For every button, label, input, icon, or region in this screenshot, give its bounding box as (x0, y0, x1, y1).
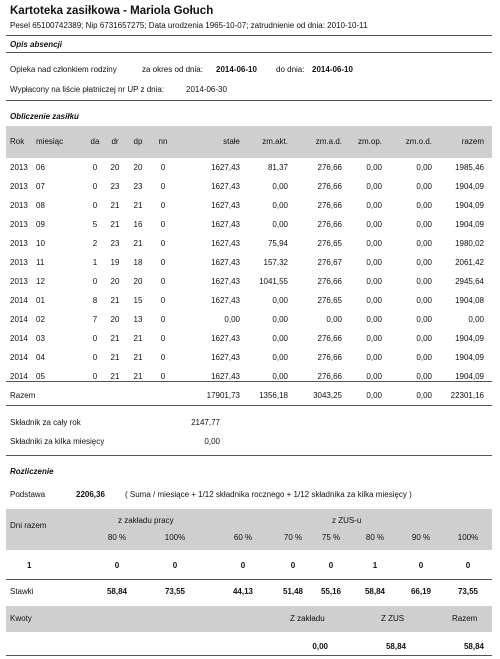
cell-dr: 21 (110, 334, 120, 343)
percent-header: 60 % (233, 533, 253, 542)
days-value: 0 (290, 561, 296, 570)
cell-nn: 0 (160, 163, 166, 172)
settlement-header-band (6, 509, 492, 550)
cell-stale: 1627,43 (211, 296, 240, 305)
column-header-rok: Rok (10, 137, 25, 146)
cell-dr: 23 (110, 239, 120, 248)
cell-dp: 23 (133, 182, 143, 191)
cell-da: 0 (92, 182, 98, 191)
cell-razem: 2945,64 (455, 277, 484, 286)
multi-month-component-label: Składniki za kilka miesięcy (10, 437, 105, 446)
annual-component-label: Składnik za cały rok (10, 418, 81, 427)
cell-dr: 20 (110, 277, 120, 286)
cell-nn: 0 (160, 372, 166, 381)
cell-zm-akt: 0,00 (272, 353, 288, 362)
cell-dr: 21 (110, 201, 120, 210)
cell-zm-akt: 0,00 (272, 315, 288, 324)
cell-miesiac: 02 (36, 315, 45, 324)
absence-type: Opieka nad członkiem rodziny (10, 65, 117, 74)
percent-header: 100% (164, 533, 186, 542)
cell-rok: 2013 (10, 258, 28, 267)
cell-rok: 2013 (10, 201, 28, 210)
cell-da: 2 (92, 239, 98, 248)
column-header-nn: nn (158, 137, 168, 146)
cell-miesiac: 07 (36, 182, 45, 191)
cell-zm-akt: 0,00 (272, 334, 288, 343)
cell-zm-akt: 0,00 (272, 220, 288, 229)
amount-total: 58,84 (463, 642, 484, 651)
absence-to-label: do dnia: (276, 65, 305, 74)
cell-zm-op: 0,00 (366, 239, 382, 248)
cell-rok: 2013 (10, 239, 28, 248)
cell-rok: 2013 (10, 220, 28, 229)
days-total-value: 1 (27, 561, 32, 570)
cell-razem: 1985,46 (455, 163, 484, 172)
absence-to-value: 2014-06-10 (312, 65, 353, 74)
cell-nn: 0 (160, 353, 166, 362)
cell-zm-op: 0,00 (366, 277, 382, 286)
cell-razem: 1904,09 (455, 334, 484, 343)
days-value: 0 (240, 561, 246, 570)
cell-zm-ad: 276,66 (317, 277, 342, 286)
cell-miesiac: 04 (36, 353, 45, 362)
cell-stale: 1627,43 (211, 353, 240, 362)
cell-zm-ad: 276,66 (317, 163, 342, 172)
cell-dr: 20 (110, 163, 120, 172)
amount-employer: 0,00 (312, 642, 328, 651)
cell-zm-op: 0,00 (366, 220, 382, 229)
cell-dr: 21 (110, 372, 120, 381)
rate-value: 73,55 (457, 587, 479, 596)
amount-zus: 58,84 (385, 642, 406, 651)
cell-da: 1 (92, 258, 98, 267)
page-title: Kartoteka zasiłkowa - Mariola Gołuch (10, 5, 214, 17)
days-value: 0 (418, 561, 424, 570)
zus-group-label: z ZUS-u (332, 516, 362, 525)
total-zm-ad: 3043,25 (313, 391, 342, 400)
absence-from-value: 2014-06-10 (216, 65, 257, 74)
column-header-zm-ad: zm.a.d. (315, 137, 342, 146)
employer-group-label: z zakładu pracy (118, 516, 174, 525)
cell-zm-op: 0,00 (366, 296, 382, 305)
cell-zm-akt: 0,00 (272, 201, 288, 210)
column-header-razem: razem (461, 137, 484, 146)
cell-zm-akt: 0,00 (272, 182, 288, 191)
percent-header: 75 % (321, 533, 341, 542)
cell-zm-od: 0,00 (416, 239, 432, 248)
cell-stale: 1627,43 (211, 372, 240, 381)
cell-dp: 20 (133, 163, 143, 172)
cell-zm-akt: 157,32 (263, 258, 288, 267)
cell-zm-od: 0,00 (416, 334, 432, 343)
cell-rok: 2013 (10, 277, 28, 286)
cell-stale: 1627,43 (211, 163, 240, 172)
rates-label: Stawki (10, 587, 34, 596)
cell-razem: 2061,42 (455, 258, 484, 267)
calc-section-title: Obliczenie zasiłku (10, 112, 79, 121)
cell-rok: 2013 (10, 182, 28, 191)
cell-zm-op: 0,00 (366, 201, 382, 210)
cell-nn: 0 (160, 258, 166, 267)
cell-stale: 1627,43 (211, 201, 240, 210)
cell-dp: 15 (133, 296, 143, 305)
column-header-zm-akt: zm.akt. (262, 137, 288, 146)
cell-zm-op: 0,00 (366, 182, 382, 191)
cell-zm-ad: 276,66 (317, 334, 342, 343)
column-header-zm-op: zm.op. (357, 137, 382, 146)
cell-zm-ad: 276,65 (317, 239, 342, 248)
cell-dp: 13 (133, 315, 143, 324)
total-zm-od: 0,00 (416, 391, 432, 400)
cell-rok: 2014 (10, 315, 28, 324)
cell-stale: 1627,43 (211, 334, 240, 343)
cell-da: 0 (92, 353, 98, 362)
cell-zm-op: 0,00 (366, 163, 382, 172)
total-label: Razem (10, 391, 36, 400)
cell-dp: 21 (133, 372, 143, 381)
cell-razem: 1980,02 (455, 239, 484, 248)
absence-from-label: za okres od dnia: (142, 65, 203, 74)
days-value: 0 (465, 561, 471, 570)
column-header-stale: stałe (223, 137, 240, 146)
cell-dp: 16 (133, 220, 143, 229)
cell-zm-op: 0,00 (366, 372, 382, 381)
cell-rok: 2014 (10, 334, 28, 343)
cell-rok: 2013 (10, 163, 28, 172)
cell-dr: 23 (110, 182, 120, 191)
cell-dp: 18 (133, 258, 143, 267)
cell-zm-ad: 276,66 (317, 182, 342, 191)
cell-dp: 20 (133, 277, 143, 286)
cell-zm-od: 0,00 (416, 258, 432, 267)
percent-header: 100% (457, 533, 479, 542)
cell-stale: 1627,43 (211, 182, 240, 191)
cell-dr: 20 (110, 315, 120, 324)
cell-stale: 1627,43 (211, 277, 240, 286)
cell-zm-akt: 0,00 (272, 372, 288, 381)
cell-nn: 0 (160, 201, 166, 210)
multi-month-component-value: 0,00 (204, 437, 220, 446)
percent-header: 70 % (283, 533, 303, 542)
cell-razem: 1904,09 (455, 220, 484, 229)
divider (6, 100, 492, 101)
cell-miesiac: 01 (36, 296, 45, 305)
cell-da: 8 (92, 296, 98, 305)
cell-nn: 0 (160, 220, 166, 229)
cell-miesiac: 06 (36, 163, 45, 172)
cell-zm-op: 0,00 (366, 315, 382, 324)
cell-nn: 0 (160, 182, 166, 191)
cell-miesiac: 03 (36, 334, 45, 343)
rate-value: 66,19 (410, 587, 432, 596)
annual-component-value: 2147,77 (191, 418, 220, 427)
cell-da: 0 (92, 334, 98, 343)
cell-zm-ad: 276,66 (317, 372, 342, 381)
cell-rok: 2014 (10, 353, 28, 362)
cell-zm-ad: 276,65 (317, 296, 342, 305)
cell-razem: 1904,09 (455, 353, 484, 362)
cell-razem: 1904,09 (455, 201, 484, 210)
cell-zm-akt: 75,94 (267, 239, 288, 248)
rate-value: 58,84 (106, 587, 128, 596)
column-header-dp: dp (133, 137, 143, 146)
base-formula: ( Suma / miesiące + 1/12 składnika rocznego + 1/12 składnika za kilka miesięcy ) (125, 490, 412, 499)
cell-da: 5 (92, 220, 98, 229)
cell-rok: 2014 (10, 372, 28, 381)
divider (6, 381, 492, 382)
cell-zm-od: 0,00 (416, 220, 432, 229)
cell-zm-od: 0,00 (416, 201, 432, 210)
cell-dp: 21 (133, 201, 143, 210)
amounts-header-total: Razem (452, 614, 478, 623)
cell-dr: 21 (110, 220, 120, 229)
cell-zm-ad: 276,66 (317, 353, 342, 362)
cell-stale: 1627,43 (211, 220, 240, 229)
cell-zm-od: 0,00 (416, 163, 432, 172)
total-stale: 17901,73 (206, 391, 240, 400)
payout-date: 2014-06-30 (186, 85, 227, 94)
cell-zm-od: 0,00 (416, 353, 432, 362)
cell-zm-op: 0,00 (366, 353, 382, 362)
cell-da: 0 (92, 277, 98, 286)
cell-miesiac: 08 (36, 201, 45, 210)
rate-value: 58,84 (364, 587, 386, 596)
cell-nn: 0 (160, 277, 166, 286)
cell-nn: 0 (160, 239, 166, 248)
cell-miesiac: 09 (36, 220, 45, 229)
cell-zm-od: 0,00 (416, 372, 432, 381)
total-zm-op: 0,00 (366, 391, 382, 400)
amounts-header-employer: Z zakładu (290, 614, 325, 623)
amounts-label: Kwoty (10, 614, 32, 623)
rate-value: 51,48 (282, 587, 304, 596)
days-value: 0 (114, 561, 120, 570)
cell-dp: 21 (133, 353, 143, 362)
cell-razem: 0,00 (468, 315, 484, 324)
cell-zm-od: 0,00 (416, 315, 432, 324)
cell-razem: 1904,09 (455, 182, 484, 191)
percent-header: 80 % (365, 533, 385, 542)
cell-dr: 21 (110, 353, 120, 362)
cell-zm-od: 0,00 (416, 182, 432, 191)
cell-zm-akt: 0,00 (272, 296, 288, 305)
rate-value: 73,55 (164, 587, 186, 596)
column-header-da: da (90, 137, 100, 146)
cell-zm-op: 0,00 (366, 334, 382, 343)
divider (6, 455, 492, 456)
settlement-section-title: Rozliczenie (10, 467, 54, 476)
cell-da: 0 (92, 163, 98, 172)
divider (6, 405, 492, 406)
cell-da: 0 (92, 201, 98, 210)
base-label: Podstawa (10, 490, 46, 499)
rate-value: 55,16 (320, 587, 342, 596)
cell-zm-od: 0,00 (416, 296, 432, 305)
total-razem: 22301,16 (450, 391, 484, 400)
column-header-dr: dr (111, 137, 119, 146)
cell-nn: 0 (160, 315, 166, 324)
days-value: 0 (328, 561, 334, 570)
cell-da: 7 (92, 315, 98, 324)
cell-zm-ad: 276,66 (317, 220, 342, 229)
rate-value: 44,13 (232, 587, 254, 596)
cell-zm-op: 0,00 (366, 258, 382, 267)
cell-miesiac: 12 (36, 277, 45, 286)
cell-stale: 1627,43 (211, 258, 240, 267)
divider (6, 35, 492, 36)
cell-nn: 0 (160, 334, 166, 343)
cell-razem: 1904,09 (455, 372, 484, 381)
cell-zm-ad: 276,66 (317, 201, 342, 210)
cell-zm-ad: 276,67 (317, 258, 342, 267)
column-header-miesiac: miesiąc (36, 137, 64, 146)
amounts-header-band (6, 606, 492, 632)
divider (6, 579, 492, 580)
percent-header: 80 % (107, 533, 127, 542)
cell-zm-akt: 1041,55 (259, 277, 288, 286)
percent-header: 90 % (411, 533, 431, 542)
divider (6, 52, 492, 53)
cell-dr: 19 (110, 258, 120, 267)
days-value: 1 (372, 561, 378, 570)
cell-stale: 0,00 (224, 315, 240, 324)
cell-razem: 1904,08 (455, 296, 484, 305)
cell-zm-akt: 81,37 (267, 163, 288, 172)
cell-da: 0 (92, 372, 98, 381)
cell-miesiac: 05 (36, 372, 45, 381)
cell-stale: 1627,43 (211, 239, 240, 248)
divider (6, 655, 492, 656)
cell-dr: 21 (110, 296, 120, 305)
cell-dp: 21 (133, 334, 143, 343)
payout-label: Wypłacony na liście płatniczej nr UP z dnia: (10, 85, 165, 94)
absence-section-title: Opis absencji (10, 40, 63, 49)
cell-miesiac: 10 (36, 239, 45, 248)
column-header-zm-od: zm.o.d. (405, 137, 432, 146)
cell-zm-ad: 0,00 (326, 315, 342, 324)
total-zm-akt: 1356,18 (259, 391, 288, 400)
cell-dp: 21 (133, 239, 143, 248)
amounts-header-zus: Z ZUS (381, 614, 405, 623)
employee-details: Pesel 65100742389; Nip 6731657275; Data urodzenia 1965-10-07; zatrudnienie od dnia: 2010-10-11 (10, 21, 368, 30)
cell-miesiac: 11 (36, 258, 45, 267)
days-total-label: Dni razem (10, 521, 47, 530)
days-value: 0 (172, 561, 178, 570)
cell-nn: 0 (160, 296, 166, 305)
cell-rok: 2014 (10, 296, 28, 305)
cell-zm-od: 0,00 (416, 277, 432, 286)
base-value: 2206,36 (76, 490, 105, 499)
